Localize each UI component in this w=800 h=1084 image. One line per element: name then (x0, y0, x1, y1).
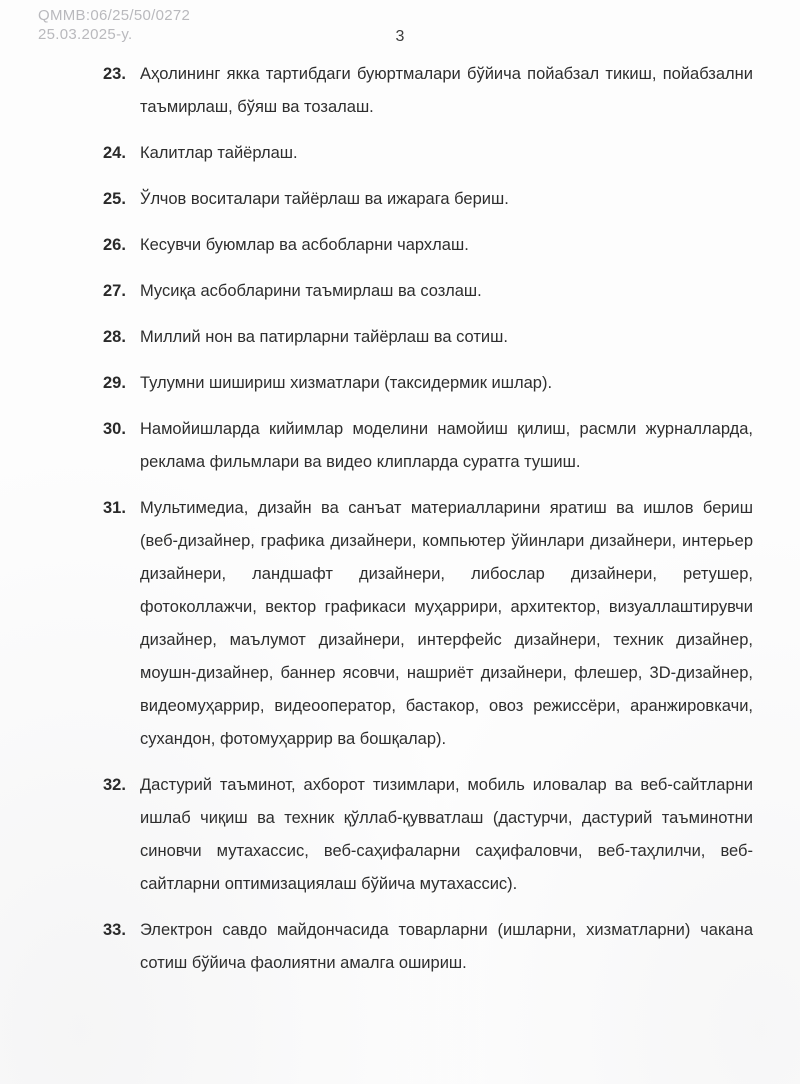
list-item-number: 29. (103, 374, 126, 392)
document-code: QMMB:06/25/50/0272 (38, 7, 191, 24)
list-item-text: Намойишларда кийимлар моделини намойиш қилиш, расмли журналларда, реклама фильмлари ва видео клипларда суратга тушиш. (140, 420, 753, 471)
list-item (103, 321, 753, 354)
list-item-text: Кесувчи буюмлар ва асбобларни чархлаш. (140, 236, 469, 254)
list-item-number: 23. (103, 65, 126, 83)
list-item-number: 33. (103, 921, 126, 939)
list-item (103, 183, 753, 216)
list-item-number: 28. (103, 328, 126, 346)
numbered-list (103, 58, 753, 993)
page-number: 3 (395, 28, 405, 45)
list-item (103, 413, 753, 479)
list-item-text: Ўлчов воситалари тайёрлаш ва ижарага бериш. (140, 190, 509, 208)
list-item (103, 492, 753, 756)
list-item-number: 25. (103, 190, 126, 208)
list-item (103, 914, 753, 980)
list-item-number: 31. (103, 499, 126, 517)
list-item-number: 26. (103, 236, 126, 254)
list-item-text: Миллий нон ва патирларни тайёрлаш ва сотиш. (140, 328, 508, 346)
list-item-text: Тулумни шишириш хизматлари (таксидермик ишлар). (140, 374, 553, 392)
list-item (103, 58, 753, 124)
list-item (103, 769, 753, 901)
document-date: 25.03.2025-y. (38, 26, 133, 43)
list-item-text: Калитлар тайёрлаш. (140, 144, 298, 162)
list-item (103, 275, 753, 308)
list-item-number: 32. (103, 776, 126, 794)
list-item (103, 229, 753, 262)
list-item (103, 137, 753, 170)
list-item-text: Дастурий таъминот, ахборот тизимлари, мобиль иловалар ва веб-сайтларни ишлаб чиқиш ва техник қўллаб-қувватлаш (дастурчи, дастурий таъминотни синовчи мутахассис, веб-саҳифаларни саҳифаловчи, веб-таҳлилчи, веб-сайтларни оптимизациялаш бўйича мутахассис). (140, 776, 753, 893)
list-item-number: 27. (103, 282, 126, 300)
list-item-number: 24. (103, 144, 126, 162)
list-item-text: Мультимедиа, дизайн ва санъат материалларини яратиш ва ишлов бериш (веб-дизайнер, графика дизайнери, компьютер ўйинлари дизайнери, интерьер дизайнери, ландшафт дизайнери, либослар дизайнери, ретушер, фотоколлажчи, вектор графикаси муҳаррири, архитектор, визуаллаштирувчи дизайнер, маълумот дизайнери, интерфейс дизайнери, техник дизайнер, моушн-дизайнер, баннер ясовчи, нашриёт дизайнери, флешер, 3D-дизайнер, видеомуҳаррир, видеооператор, бастакор, овоз режиссёри, аранжировкачи, сухандон, фотомуҳаррир ва бошқалар). (140, 499, 753, 748)
list-item-number: 30. (103, 420, 126, 438)
list-item-text: Мусиқа асбобларини таъмирлаш ва созлаш. (140, 282, 482, 300)
list-item-text: Аҳолининг якка тартибдаги буюртмалари бўйича пойабзал тикиш, пойабзални таъмирлаш, бўяш ва тозалаш. (140, 65, 753, 116)
list-item (103, 367, 753, 400)
list-item-text: Электрон савдо майдончасида товарларни (ишларни, хизматларни) чакана сотиш бўйича фаолиятни амалга ошириш. (140, 921, 753, 972)
